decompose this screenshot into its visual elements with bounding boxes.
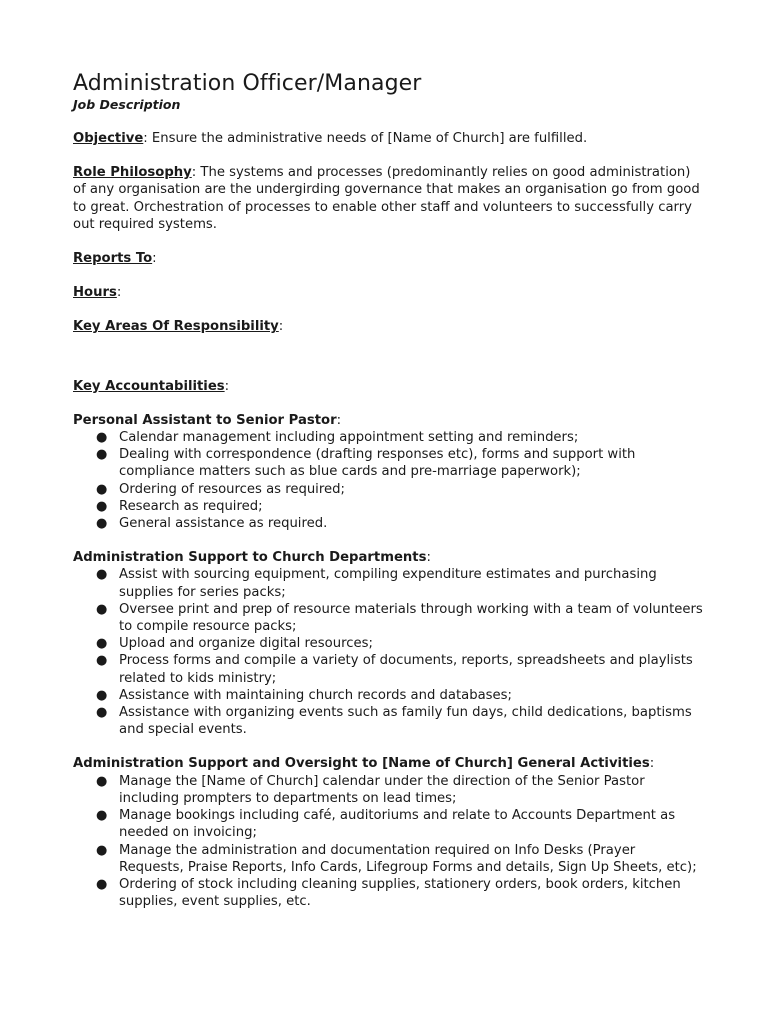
key-accountabilities-label: Key Accountabilities — [73, 378, 225, 394]
objective-text: : Ensure the administrative needs of [Name of Church] are fulfilled. — [143, 131, 588, 146]
bullet-icon: ● — [96, 498, 108, 514]
bullet-icon: ● — [96, 567, 108, 583]
list-item: ● Research as required; — [96, 498, 263, 514]
hours-text: : — [116, 285, 122, 301]
list-item: ● Manage bookings including café, auditoriums and relate to Accounts Department as needed on invoicing; — [96, 808, 676, 841]
list-item: ● Dealing with correspondence (drafting responses etc), forms and support with compliance matters such as blue cards and pre-marriage paperwork); — [96, 447, 636, 480]
list-item: ● Oversee print and prep of resource materials through working with a team of volunteers to compile resource packs; — [96, 601, 703, 635]
list-item: ● Upload and organize digital resources; — [96, 636, 373, 652]
reports-to-label: Reports To — [73, 251, 153, 267]
bullet-icon: ● — [96, 653, 108, 669]
key-accountabilities-text: : — [224, 378, 230, 394]
list-item: ● Manage the [Name of Church] calendar under the direction of the Senior Pastor including prompters to departments on lead times; — [96, 773, 645, 806]
bullet-icon: ● — [96, 842, 108, 858]
key-areas-paragraph — [73, 318, 703, 335]
bullet-icon: ● — [96, 808, 108, 824]
list-item: ● Calendar management including appointment setting and reminders; — [96, 430, 579, 446]
key-accountabilities-paragraph — [73, 378, 703, 395]
bullet-icon: ● — [96, 636, 108, 652]
bullet-icon: ● — [96, 481, 108, 497]
objective-label: Objective — [73, 131, 144, 146]
page-subtitle: Job Description — [73, 97, 181, 112]
list-item: ● Ordering of stock including cleaning supplies, stationery orders, book orders, kitchen supplies, event supplies, etc. — [96, 876, 681, 910]
list-item: ● Ordering of resources as required; — [96, 481, 345, 497]
list-item: ● Process forms and compile a variety of documents, reports, spreadsheets and playlists related to kids ministry; — [96, 653, 693, 686]
bullet-icon: ● — [96, 705, 108, 721]
list-item: ● Manage the administration and documentation required on Info Desks (Prayer Requests, Praise Reports, Info Cards, Lifegroup Forms and details, Sign Up Sheets, etc); — [96, 842, 697, 875]
document-page — [73, 70, 703, 910]
key-areas-text: : — [278, 319, 284, 335]
bullet-icon: ● — [96, 773, 108, 789]
section-list — [73, 566, 703, 738]
list-item: ● Assist with sourcing equipment, compiling expenditure estimates and purchasing supplies for series packs; — [96, 567, 657, 600]
section-list — [73, 429, 703, 532]
reports-to-text: : — [152, 251, 157, 267]
section-heading: Administration Support and Oversight to [Name of Church] General Activities: — [73, 756, 655, 772]
objective-paragraph — [73, 130, 703, 147]
list-item: ● Assistance with organizing events such as family fun days, child dedications, baptisms and special events. — [96, 705, 692, 738]
page-title: Administration Officer/Manager — [73, 71, 422, 96]
section-list — [73, 773, 703, 911]
bullet-icon: ● — [96, 430, 108, 446]
list-item: ● Assistance with maintaining church records and databases; — [96, 687, 512, 703]
bullet-icon: ● — [96, 516, 108, 532]
bullet-icon: ● — [96, 687, 108, 703]
hours-paragraph — [73, 284, 703, 301]
section-heading: Administration Support to Church Departments: — [73, 550, 431, 566]
reports-to-paragraph — [73, 250, 703, 267]
list-item: ● General assistance as required. — [96, 516, 328, 532]
bullet-icon: ● — [96, 601, 108, 617]
role-philosophy-label: Role Philosophy — [73, 165, 192, 181]
role-philosophy-text: : The systems and processes (predominantly relies on good administration) of any organisation are the undergirding governance that makes an organisation go from good to great. Orchestration of processes to enable other staff and volunteers to successfully carry out required systems. — [73, 165, 700, 232]
section-heading: Personal Assistant to Senior Pastor: — [73, 412, 342, 428]
role-philosophy-paragraph — [73, 164, 703, 233]
hours-label: Hours — [73, 285, 117, 301]
key-areas-label: Key Areas Of Responsibility — [73, 319, 279, 335]
bullet-icon: ● — [96, 876, 108, 892]
bullet-icon: ● — [96, 447, 108, 463]
